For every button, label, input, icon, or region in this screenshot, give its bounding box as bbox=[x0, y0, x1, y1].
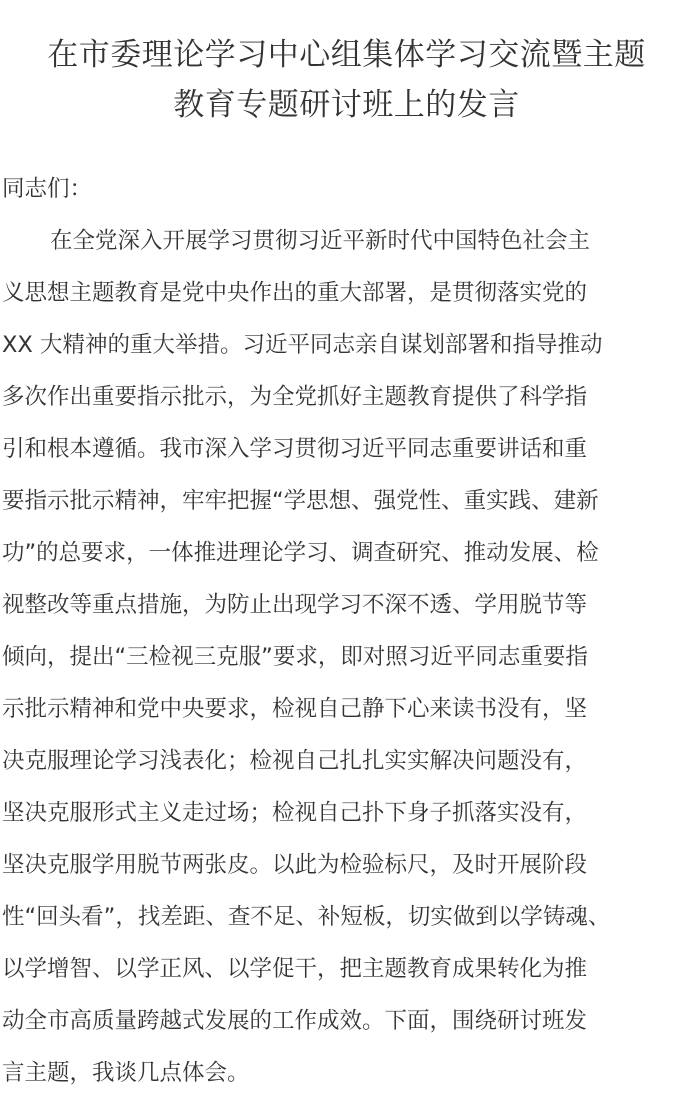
page-title bbox=[0, 0, 693, 130]
paragraph-line: 要指示批示精神，牢牢把握“学思想、强党性、重实践、建新 bbox=[2, 488, 599, 514]
paragraph-line: 动全市高质量跨越式发展的工作成效。下面，围绕研讨班发 bbox=[2, 1008, 588, 1034]
paragraph-line: 以学增智、以学正风、以学促干，把主题教育成果转化为推 bbox=[2, 956, 588, 982]
paragraph-line: 多次作出重要指示批示，为全党抓好主题教育提供了科学指 bbox=[2, 384, 588, 410]
paragraph-line: 倾向，提出“三检视三克服”要求，即对照习近平同志重要指 bbox=[2, 644, 588, 670]
paragraph-line: 义思想主题教育是党中央作出的重大部署，是贯彻落实党的 bbox=[2, 280, 588, 306]
paragraph-line: 坚决克服形式主义走过场；检视自己扑下身子抓落实没有， bbox=[2, 800, 588, 826]
title-line-2: 教育专题研讨班上的发言 bbox=[173, 87, 520, 123]
paragraph-line: 在全党深入开展学习贯彻习近平新时代中国特色社会主 bbox=[50, 228, 591, 254]
paragraph-line: 坚决克服学用脱节两张皮。以此为检验标尺，及时开展阶段 bbox=[2, 852, 588, 878]
paragraph-line: 引和根本遵循。我市深入学习贯彻习近平同志重要讲话和重 bbox=[2, 436, 588, 462]
paragraph-line: 示批示精神和党中央要求，检视自己静下心来读书没有，坚 bbox=[2, 696, 588, 722]
paragraph-line: 言主题，我谈几点体会。 bbox=[2, 1060, 250, 1086]
paragraph-line: 视整改等重点措施，为防止出现学习不深不透、学用脱节等 bbox=[2, 592, 588, 618]
paragraph-line: 功”的总要求，一体推进理论学习、调查研究、推动发展、检 bbox=[2, 540, 599, 566]
paragraph-line: XX 大精神的重大举措。习近平同志亲自谋划部署和指导推动 bbox=[2, 332, 603, 358]
paragraph-line: 性“回头看”，找差距、查不足、补短板，切实做到以学铸魂、 bbox=[2, 904, 611, 930]
title-line-1: 在市委理论学习中心组集体学习交流暨主题 bbox=[47, 37, 646, 73]
document-body bbox=[0, 163, 693, 1099]
paragraph-line: 决克服理论学习浅表化；检视自己扎扎实实解决问题没有， bbox=[2, 748, 588, 774]
greeting: 同志们： bbox=[2, 176, 93, 202]
